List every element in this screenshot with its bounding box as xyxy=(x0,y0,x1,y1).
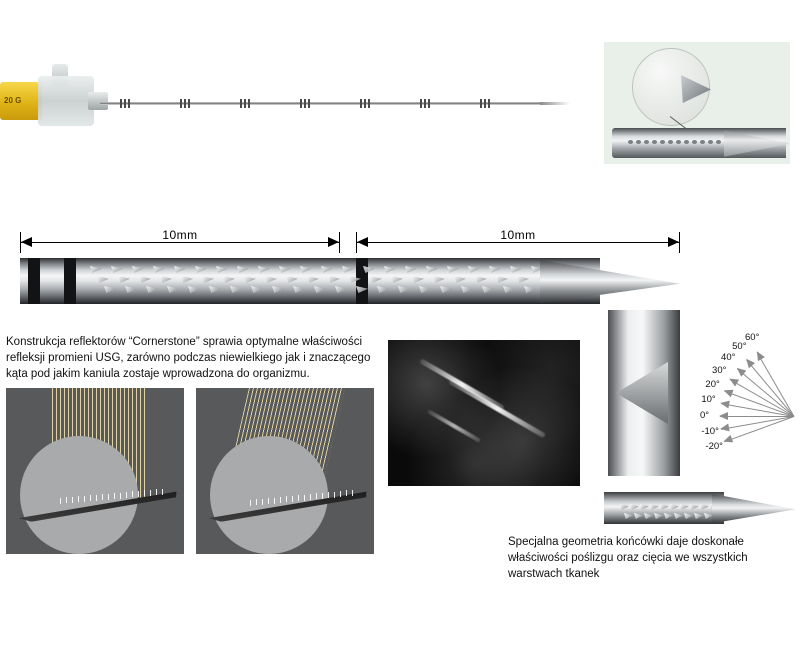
left-description-text: Konstrukcja reflektorów “Cornerstone” sprawia optymalne właściwości refleksji promieni USG, zarówno podczas niewielkiego jak i znaczącego kąta pod jakim kaniula zostaje wprowadzona do organizmu. xyxy=(6,336,371,380)
needle-bevel-tip xyxy=(540,258,680,304)
right-description-text: Specjalna geometria końcówki daje doskonałe właściwości poślizgu oraz cięcia we wszystkich warstwach tkanek xyxy=(508,536,748,580)
ultrasound-tissue-noise xyxy=(388,340,580,486)
needle-black-band-2 xyxy=(64,258,76,304)
bottom-needle-body xyxy=(604,492,724,524)
angle-label: 20° xyxy=(705,379,720,391)
angle-label: 10° xyxy=(701,394,716,406)
cornerstone-reflectors xyxy=(90,266,560,296)
hub-clear-body xyxy=(38,76,94,126)
magnifier-circle xyxy=(632,48,710,126)
needle-reflector-ticks xyxy=(60,484,170,514)
angle-label: 60° xyxy=(745,332,760,344)
needle-reflector-ticks xyxy=(250,484,360,514)
insertion-angle-diagram xyxy=(690,296,798,478)
dimension-label-right-text: 10mm xyxy=(494,228,541,242)
dimension-line xyxy=(356,242,680,243)
angle-label: -10° xyxy=(701,425,719,437)
needle-closeup-illustration xyxy=(20,258,680,304)
dimension-left xyxy=(20,228,340,254)
needle-shaft-taper xyxy=(540,102,570,105)
angle-arrow-40deg xyxy=(737,369,794,417)
ultrasound-reflection-panel-shallow xyxy=(6,388,184,554)
dimension-rulers xyxy=(20,222,680,256)
dimension-line xyxy=(20,242,340,243)
dimension-label-left xyxy=(20,228,340,242)
angle-arrow-minus10deg xyxy=(721,416,794,430)
angle-label: -20° xyxy=(705,440,723,452)
needle-black-band-1 xyxy=(28,258,40,304)
inset-reflector-holes xyxy=(628,140,738,148)
tip-detail-inset xyxy=(604,42,790,164)
ultrasound-scan-image xyxy=(388,340,580,486)
tip-wedge-shape xyxy=(616,362,668,424)
angle-label: 30° xyxy=(712,365,727,376)
needle-hub xyxy=(0,70,108,130)
reflector-cone-shape xyxy=(681,75,711,103)
bottom-reflectors xyxy=(620,504,716,524)
top-needle-assembly xyxy=(0,42,570,142)
gauge-label: 20 G xyxy=(4,96,22,105)
angle-label: 0° xyxy=(700,410,710,421)
dimension-label-right xyxy=(356,228,680,242)
angle-label: 50° xyxy=(732,341,747,353)
tip-geometry-photo xyxy=(608,310,680,476)
dimension-label-left-text: 10mm xyxy=(156,228,203,242)
dimension-right xyxy=(356,228,680,254)
ultrasound-reflection-panel-steep xyxy=(196,388,374,554)
bottom-needle-bevel xyxy=(712,492,796,524)
hub-collar xyxy=(88,92,108,110)
angle-arrow-60deg xyxy=(757,352,795,417)
needle-depth-marks xyxy=(120,97,540,110)
angle-label: 40° xyxy=(721,352,736,364)
bottom-tip-illustration xyxy=(604,486,794,532)
angle-arrow-minus20deg xyxy=(724,416,794,442)
